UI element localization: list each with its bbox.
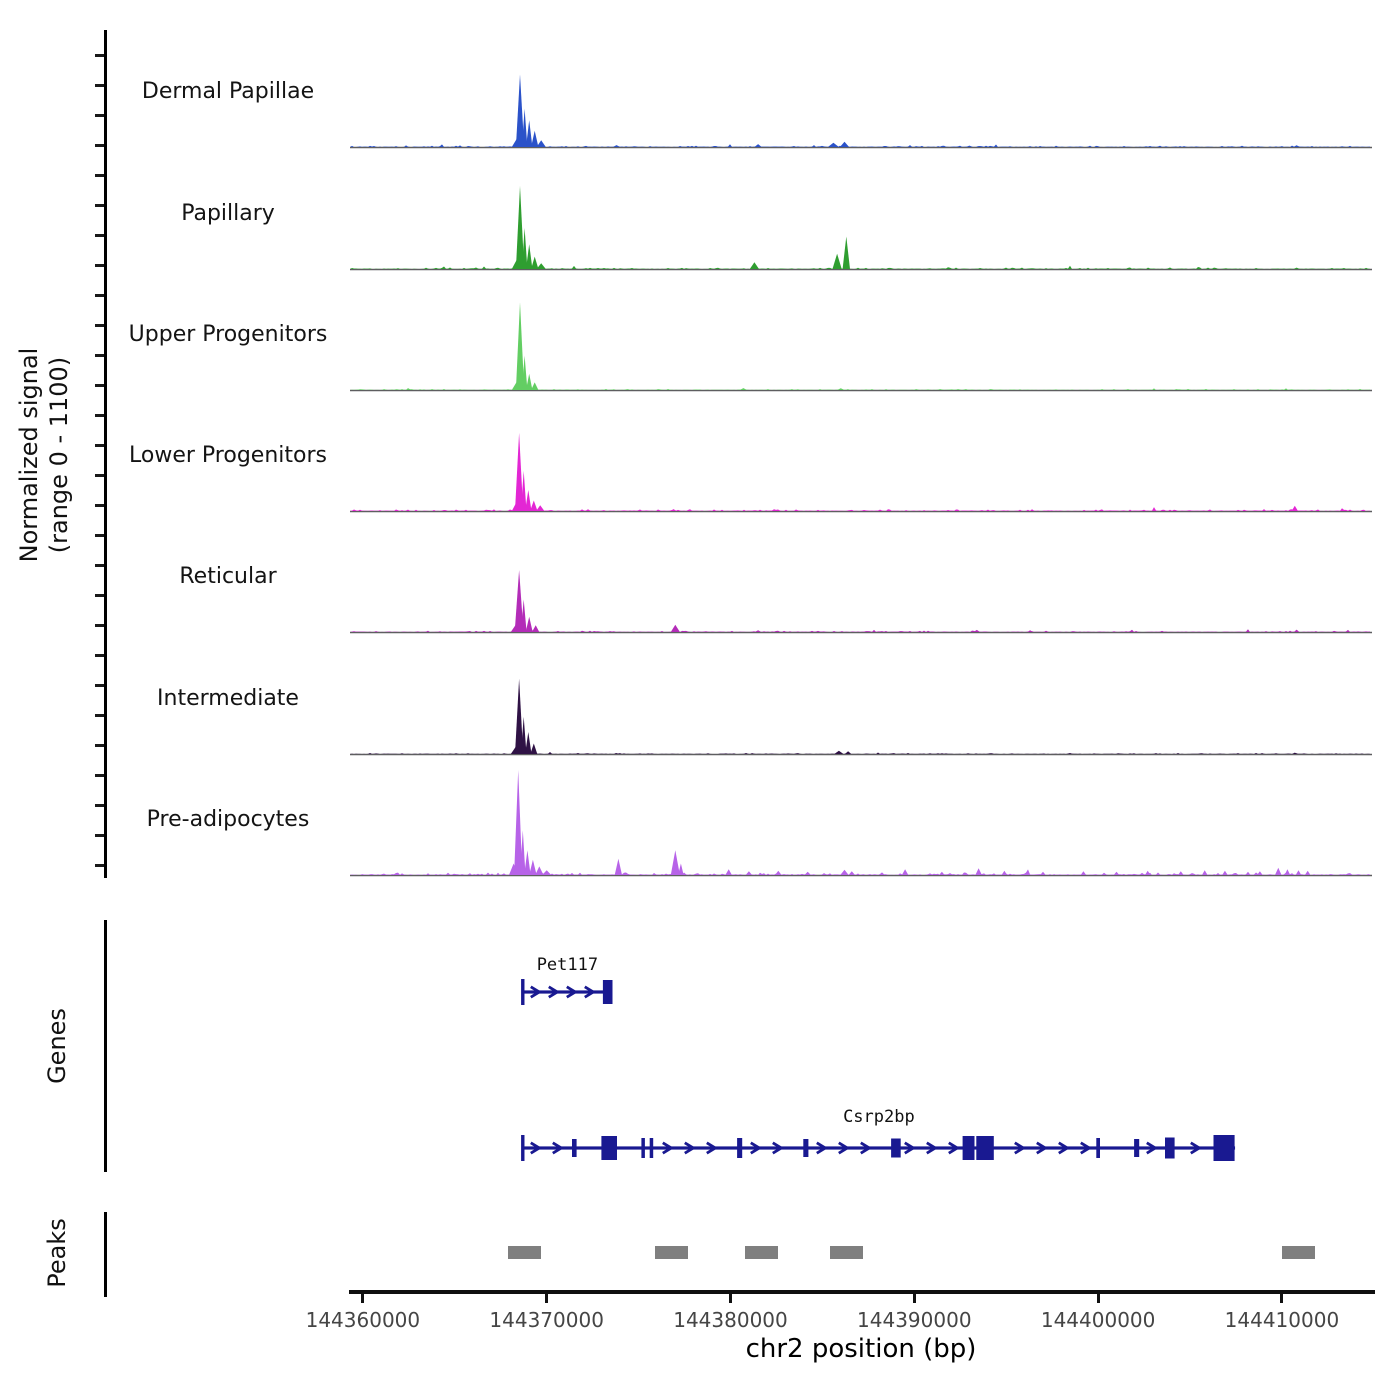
track-signal-lower-progenitors <box>350 401 1372 515</box>
signal-peak <box>754 144 761 147</box>
track-signal-dermal-papillae <box>350 37 1372 151</box>
signal-peak <box>615 859 622 875</box>
track-noise <box>350 630 1370 633</box>
signal-peak <box>750 262 759 269</box>
called-peak <box>655 1246 688 1259</box>
track-noise <box>350 144 1370 147</box>
gene-exon <box>641 1138 645 1158</box>
y-axis-tick <box>95 414 104 417</box>
signal-peak <box>1081 871 1087 875</box>
signal-peak <box>843 236 850 269</box>
signal-peak <box>1202 870 1208 875</box>
signal-peak <box>542 870 551 875</box>
signal-peak <box>902 869 908 875</box>
signal-peak <box>537 140 546 147</box>
signal-peak <box>746 871 752 875</box>
y-axis-tick <box>95 804 104 807</box>
x-axis-tick <box>729 1294 732 1303</box>
x-axis-tick <box>1097 1294 1100 1303</box>
track-label-intermediate: Intermediate <box>157 685 299 711</box>
signal-peak <box>1293 145 1300 147</box>
y-axis-tick <box>95 474 104 477</box>
signal-peak <box>805 872 811 875</box>
signal-peak <box>1293 267 1300 268</box>
gene-exon <box>601 1136 617 1160</box>
x-axis-tick <box>1280 1294 1283 1303</box>
y-axis-tick <box>95 744 104 747</box>
y-axis-tick <box>95 444 104 447</box>
y-axis-tick <box>95 204 104 207</box>
signal-peak <box>837 388 844 390</box>
gene-name-label: Csrp2bp <box>843 1107 915 1127</box>
signal-peak <box>845 751 851 754</box>
y-axis-tick <box>95 384 104 387</box>
gene-exon <box>803 1139 808 1157</box>
gene-exon <box>963 1136 975 1160</box>
signal-peak <box>975 868 982 875</box>
signal-peak <box>755 631 762 633</box>
signal-peak <box>740 388 747 390</box>
signal-peak <box>526 120 532 147</box>
signal-peak <box>531 256 538 268</box>
x-axis-tick-label: 144400000 <box>1040 1308 1156 1332</box>
gene-start-tick <box>521 979 524 1005</box>
signal-peak <box>1292 506 1298 511</box>
signal-peak <box>536 505 544 511</box>
y-axis-tick <box>95 624 104 627</box>
gene-exon <box>650 1138 654 1158</box>
signal-peak <box>834 750 843 753</box>
signal-peak <box>1002 871 1008 875</box>
signal-peak <box>840 142 849 147</box>
x-axis-tick <box>545 1294 548 1303</box>
y-axis-tick <box>95 714 104 717</box>
y-axis-tick <box>95 564 104 567</box>
y-axis-tick <box>95 84 104 87</box>
track-signal-upper-progenitors <box>350 280 1372 394</box>
signal-peak <box>1178 871 1184 875</box>
signal-peak <box>1275 868 1282 875</box>
y-axis-tick <box>95 264 104 267</box>
track-noise <box>350 265 1370 268</box>
y-axis-tick <box>95 654 104 657</box>
signal-peak <box>531 382 538 390</box>
signal-peak <box>1305 871 1311 875</box>
track-noise <box>350 507 1370 511</box>
signal-peak <box>526 374 532 390</box>
signal-peak <box>775 871 781 875</box>
track-signal-papillary <box>350 159 1372 273</box>
y-axis-tick <box>95 684 104 687</box>
x-axis-tick <box>913 1294 916 1303</box>
signal-peak <box>1114 872 1120 875</box>
signal-peak <box>1257 871 1263 875</box>
signal-peak <box>678 864 684 876</box>
signal-peak <box>671 850 680 875</box>
gene-exon <box>1134 1139 1139 1157</box>
called-peak <box>508 1246 541 1259</box>
signal-peak <box>524 850 530 875</box>
gene-exon <box>891 1139 901 1158</box>
y-axis-tick <box>95 504 104 507</box>
y-axis-tick <box>95 534 104 537</box>
signal-peak <box>526 617 533 632</box>
track-label-lower-progenitors: Lower Progenitors <box>129 443 327 468</box>
y-axis-tick <box>95 864 104 867</box>
track-signal-reticular <box>350 522 1372 636</box>
y-axis-tick <box>95 54 104 57</box>
signal-peak <box>525 732 531 754</box>
signal-peak <box>1296 870 1302 875</box>
x-axis-title: chr2 position (bp) <box>745 1334 977 1364</box>
called-peak <box>745 1246 778 1259</box>
peaks-section-label: Peaks <box>43 1218 71 1288</box>
track-label-pre-adipocytes: Pre-adipocytes <box>146 807 310 832</box>
signal-peak <box>531 131 538 147</box>
signal-peak <box>532 626 539 633</box>
gene-exon <box>737 1138 742 1158</box>
signal-peak <box>537 263 546 269</box>
gene-exon <box>572 1139 577 1157</box>
x-axis-tick <box>361 1294 364 1303</box>
y-axis-tick <box>95 324 104 327</box>
y-axis-label-line1: Normalized signal <box>15 347 43 563</box>
genes-section-label: Genes <box>43 1008 71 1084</box>
signal-peak <box>1294 630 1300 632</box>
signal-peak <box>1145 871 1151 875</box>
gene-exon <box>603 980 613 1004</box>
signal-peak <box>833 253 842 268</box>
track-label-dermal-papillae: Dermal Papillae <box>141 79 315 104</box>
signal-peak <box>526 244 532 269</box>
called-peak <box>1282 1246 1315 1259</box>
signal-peak <box>974 630 980 632</box>
signal-peak <box>525 490 531 511</box>
track-label-reticular: Reticular <box>179 564 277 590</box>
gene-csrp2bp <box>521 1107 1235 1161</box>
y-axis-tick <box>95 234 104 237</box>
y-axis-tick <box>95 174 104 177</box>
track-signal-intermediate <box>350 644 1372 758</box>
x-axis-line <box>349 1290 1375 1294</box>
genes-axis-line <box>104 920 107 1172</box>
signal-peak <box>1222 871 1228 875</box>
track-noise <box>350 752 1370 754</box>
signal-peak <box>535 866 543 875</box>
gene-start-tick <box>521 1135 524 1161</box>
track-label-upper-progenitors: Upper Progenitors <box>128 321 328 347</box>
signal-peak <box>828 143 839 147</box>
signal-peak <box>530 501 537 512</box>
signal-peak <box>939 872 945 875</box>
signal-peak <box>725 869 732 875</box>
signal-peak <box>1292 752 1298 753</box>
track-label-papillary: Papillary <box>181 200 275 226</box>
y-axis-tick <box>95 354 104 357</box>
gene-exon <box>1214 1135 1235 1161</box>
track-signal-pre-adipocytes <box>350 765 1372 879</box>
x-axis-tick-label: 144360000 <box>305 1308 421 1332</box>
y-axis-tick <box>95 834 104 837</box>
y-axis-tick <box>95 594 104 597</box>
signal-peak <box>849 871 855 875</box>
gene-exon <box>1165 1138 1175 1159</box>
y-axis-label-line2: (range 0 - 1100) <box>45 356 73 554</box>
signal-peak <box>840 870 848 875</box>
signal-peak <box>1040 872 1046 875</box>
gene-pet117 <box>521 955 612 1005</box>
gene-name-label: Pet117 <box>536 955 599 975</box>
y-axis-tick <box>95 114 104 117</box>
y-axis-tick <box>95 294 104 297</box>
signal-peak <box>966 146 973 147</box>
track-noise <box>350 869 1370 875</box>
gene-exon <box>976 1136 994 1160</box>
x-axis-tick-label: 144380000 <box>673 1308 788 1332</box>
signal-peak <box>530 743 537 754</box>
y-axis-tick <box>95 774 104 777</box>
y-axis-label <box>14 348 74 563</box>
track-noise <box>350 388 1370 390</box>
tracks-y-axis-line <box>104 30 107 878</box>
x-axis-tick-label: 144410000 <box>1224 1308 1340 1332</box>
gene-backbone <box>523 1146 1235 1149</box>
signal-peak <box>1285 869 1291 875</box>
called-peak <box>830 1246 863 1259</box>
signal-peak <box>613 145 620 147</box>
gene-models <box>350 930 1372 1180</box>
peaks-axis-line <box>104 1212 107 1297</box>
signal-peak <box>529 860 536 875</box>
x-axis-tick-label: 144390000 <box>857 1308 972 1332</box>
gene-exon <box>1096 1138 1100 1158</box>
x-axis-tick-label: 144370000 <box>489 1308 604 1332</box>
signal-peak <box>670 509 676 511</box>
signal-peak <box>671 625 680 632</box>
y-axis-tick <box>95 144 104 147</box>
